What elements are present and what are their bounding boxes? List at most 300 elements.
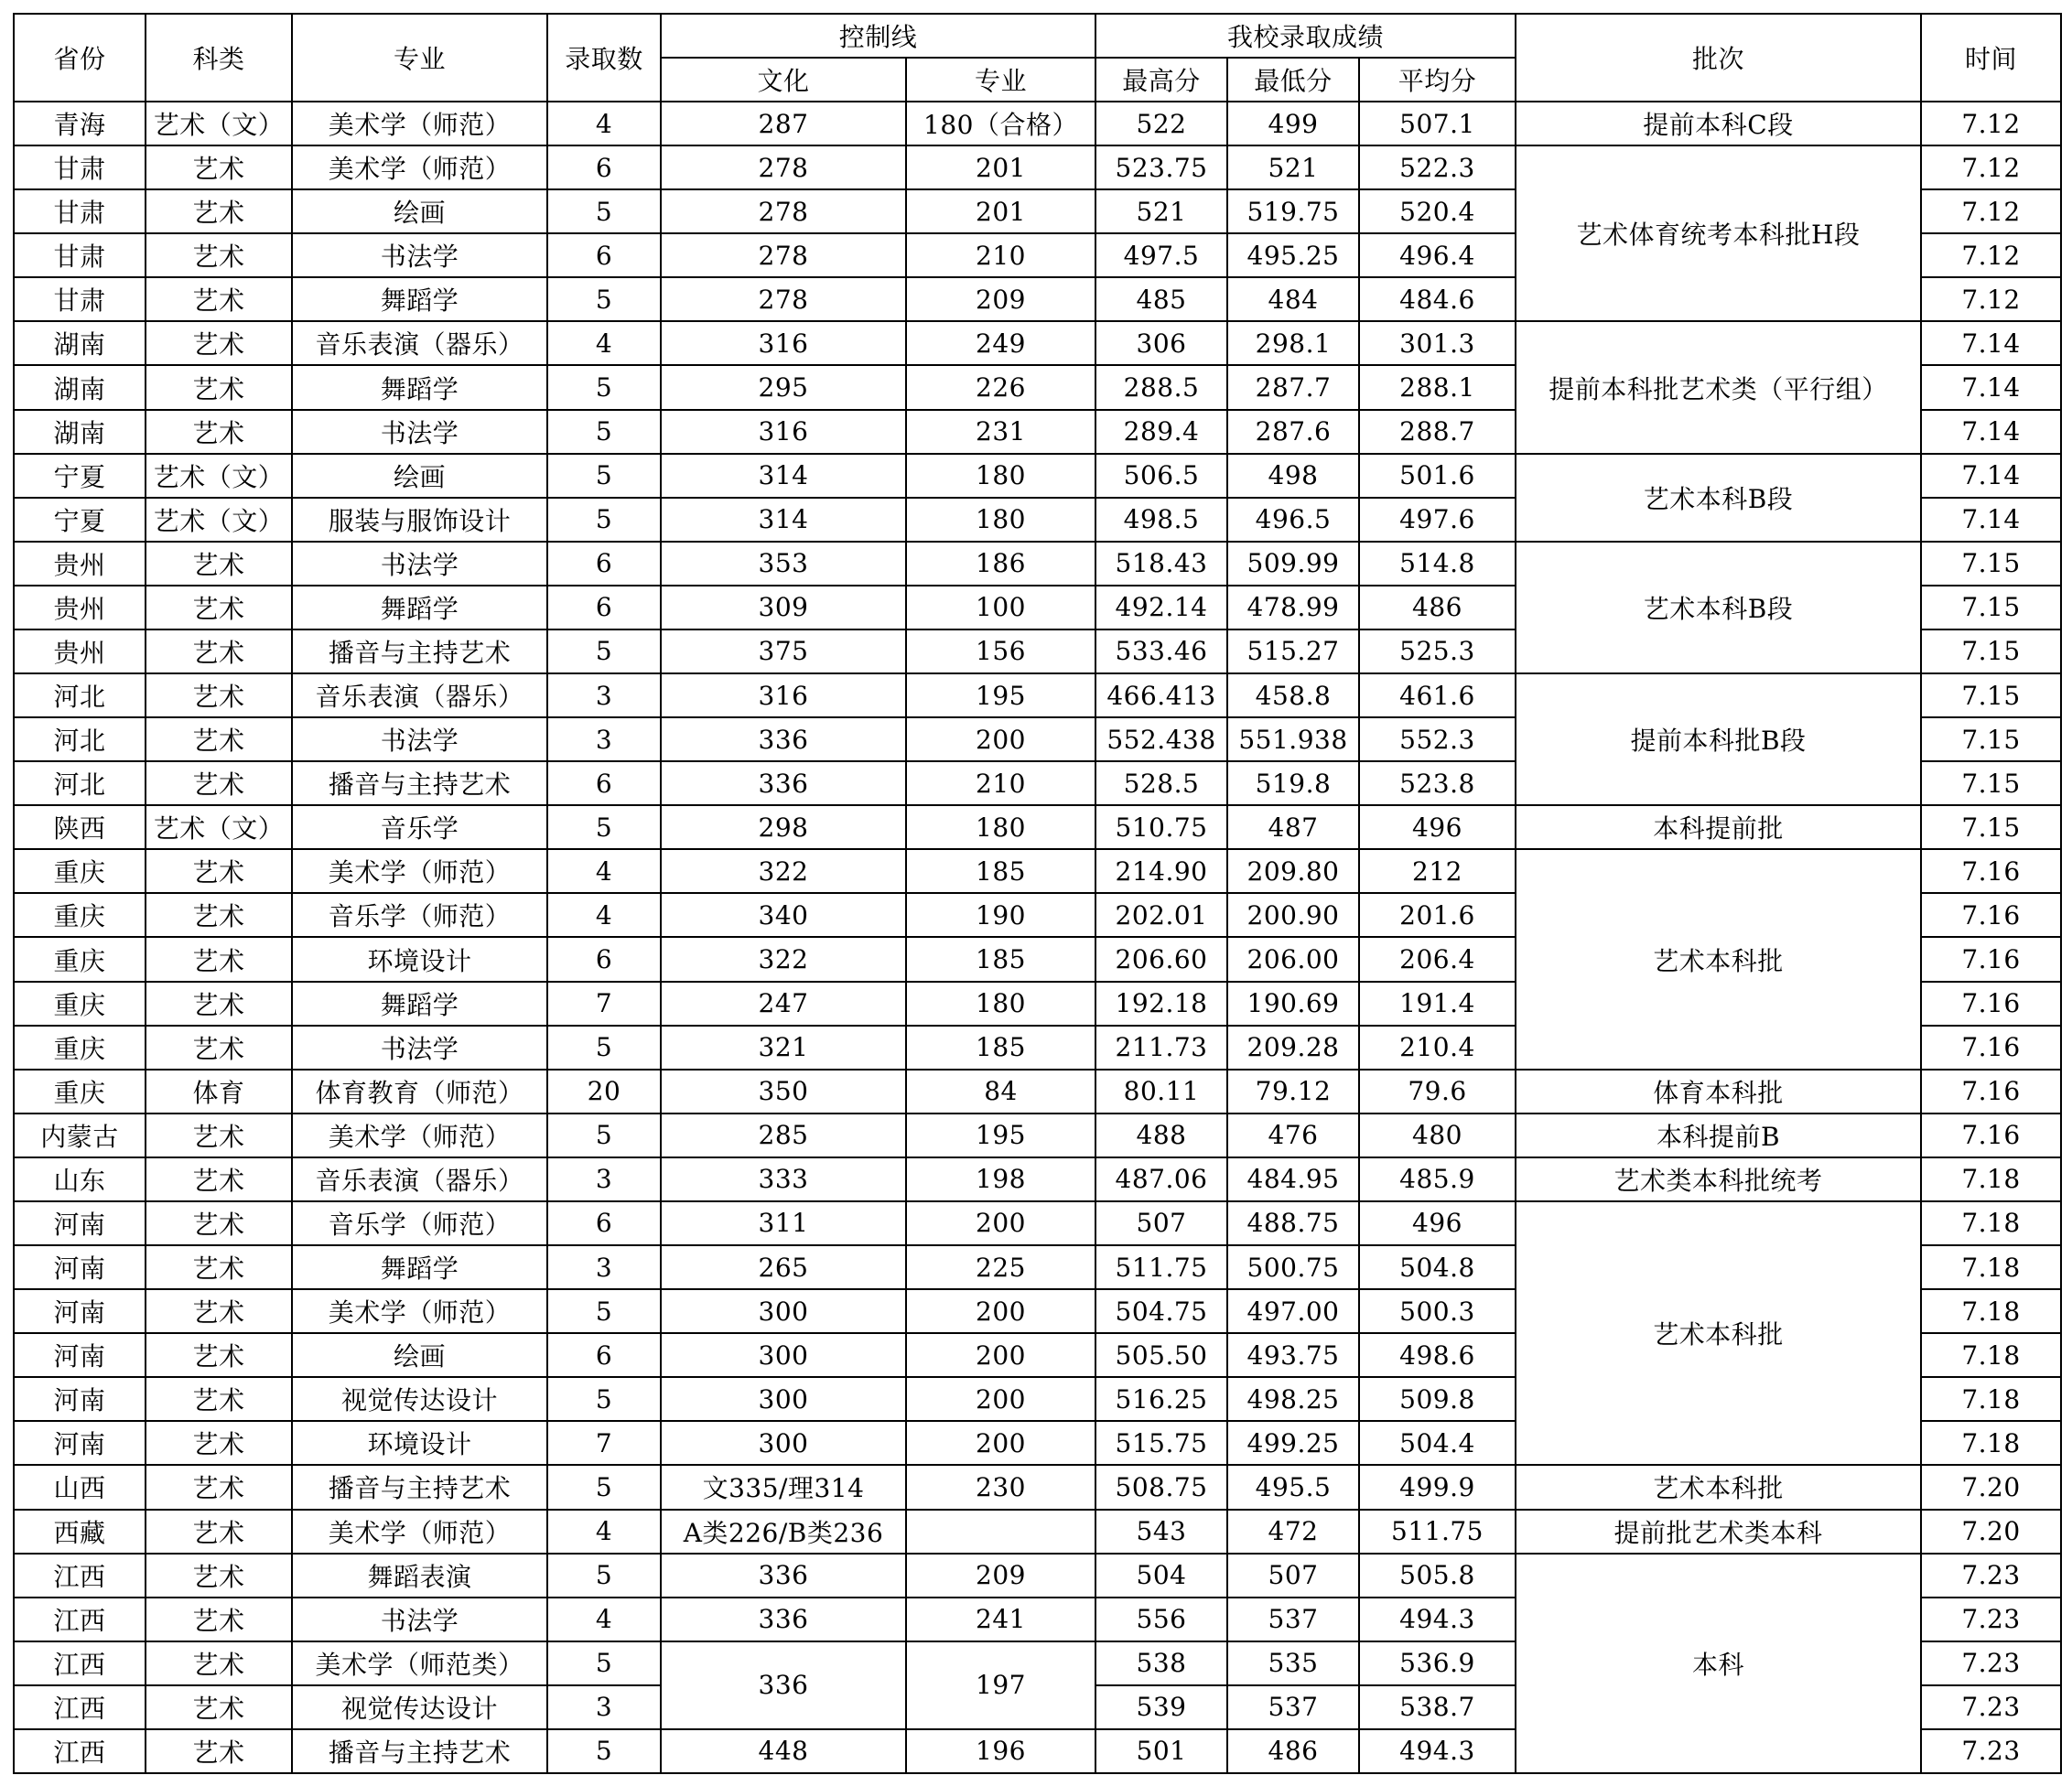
admitted-count-cell: 5 [547, 1377, 661, 1421]
max-score-cell: 539 [1095, 1685, 1227, 1729]
min-score-cell: 535 [1227, 1641, 1359, 1685]
province-cell: 河北 [14, 717, 146, 761]
control-specialty-cell: 200 [906, 1333, 1095, 1377]
min-score-cell: 478.99 [1227, 586, 1359, 629]
avg-score-cell: 210.4 [1359, 1026, 1516, 1070]
admitted-count-cell: 5 [547, 805, 661, 849]
control-specialty-cell: 196 [906, 1729, 1095, 1773]
avg-score-cell: 191.4 [1359, 982, 1516, 1026]
category-cell: 艺术 [146, 1421, 292, 1465]
control-culture-cell: 300 [661, 1289, 906, 1333]
province-cell: 贵州 [14, 542, 146, 586]
avg-score-cell: 504.8 [1359, 1245, 1516, 1289]
avg-score-cell: 552.3 [1359, 717, 1516, 761]
category-cell: 艺术 [146, 586, 292, 629]
province-cell: 山西 [14, 1465, 146, 1509]
table-row [14, 1201, 2061, 1245]
category-cell: 艺术（文） [146, 498, 292, 542]
max-score-cell: 288.5 [1095, 365, 1227, 409]
avg-score-cell: 496.4 [1359, 233, 1516, 277]
control-specialty-cell: 180（合格） [906, 102, 1095, 145]
control-culture-cell: 375 [661, 629, 906, 673]
control-specialty-cell [906, 1510, 1095, 1554]
control-specialty-cell: 200 [906, 1201, 1095, 1245]
control-culture-cell: 285 [661, 1114, 906, 1157]
admitted-count-cell: 7 [547, 1421, 661, 1465]
category-cell: 艺术 [146, 1510, 292, 1554]
max-score-cell: 211.73 [1095, 1026, 1227, 1070]
admitted-count-cell: 6 [547, 586, 661, 629]
time-cell: 7.20 [1921, 1465, 2061, 1509]
major-cell: 美术学（师范） [292, 145, 547, 189]
max-score-cell: 488 [1095, 1114, 1227, 1157]
admitted-count-cell: 3 [547, 1245, 661, 1289]
control-culture-cell: 336 [661, 1598, 906, 1641]
min-score-cell: 298.1 [1227, 321, 1359, 365]
max-score-cell: 510.75 [1095, 805, 1227, 849]
time-cell: 7.23 [1921, 1598, 2061, 1641]
min-score-cell: 472 [1227, 1510, 1359, 1554]
avg-score-cell: 525.3 [1359, 629, 1516, 673]
province-cell: 湖南 [14, 365, 146, 409]
header-admitted: 录取数 [547, 14, 661, 102]
major-cell: 美术学（师范类） [292, 1641, 547, 1685]
time-cell: 7.12 [1921, 102, 2061, 145]
control-specialty-cell: 180 [906, 805, 1095, 849]
province-cell: 河南 [14, 1421, 146, 1465]
avg-score-cell: 496 [1359, 805, 1516, 849]
major-cell: 书法学 [292, 233, 547, 277]
category-cell: 艺术 [146, 629, 292, 673]
min-score-cell: 551.938 [1227, 717, 1359, 761]
max-score-cell: 498.5 [1095, 498, 1227, 542]
province-cell: 河南 [14, 1333, 146, 1377]
control-specialty-cell: 200 [906, 1377, 1095, 1421]
avg-score-cell: 485.9 [1359, 1157, 1516, 1201]
avg-score-cell: 288.7 [1359, 410, 1516, 454]
avg-score-cell: 536.9 [1359, 1641, 1516, 1685]
category-cell: 艺术 [146, 1685, 292, 1729]
category-cell: 体育 [146, 1070, 292, 1114]
major-cell: 音乐表演（器乐） [292, 1157, 547, 1201]
control-culture-cell: 336 [661, 1641, 906, 1729]
avg-score-cell: 520.4 [1359, 189, 1516, 233]
batch-cell: 本科提前批 [1516, 805, 1921, 849]
admitted-count-cell: 3 [547, 1685, 661, 1729]
control-specialty-cell: 195 [906, 1114, 1095, 1157]
admitted-count-cell: 4 [547, 849, 661, 893]
avg-score-cell: 494.3 [1359, 1598, 1516, 1641]
table-row [14, 849, 2061, 893]
province-cell: 重庆 [14, 1070, 146, 1114]
batch-cell: 艺术本科批 [1516, 1465, 1921, 1509]
time-cell: 7.14 [1921, 365, 2061, 409]
admitted-count-cell: 5 [547, 454, 661, 498]
table-row [14, 542, 2061, 586]
province-cell: 重庆 [14, 893, 146, 937]
province-cell: 甘肃 [14, 233, 146, 277]
control-specialty-cell: 185 [906, 937, 1095, 981]
min-score-cell: 476 [1227, 1114, 1359, 1157]
control-specialty-cell: 231 [906, 410, 1095, 454]
batch-cell: 艺术本科B段 [1516, 542, 1921, 673]
province-cell: 河北 [14, 761, 146, 805]
max-score-cell: 518.43 [1095, 542, 1227, 586]
province-cell: 河南 [14, 1377, 146, 1421]
control-specialty-cell: 200 [906, 717, 1095, 761]
control-culture-cell: 278 [661, 277, 906, 321]
major-cell: 美术学（师范） [292, 1289, 547, 1333]
header-max: 最高分 [1095, 58, 1227, 102]
admitted-count-cell: 5 [547, 410, 661, 454]
category-cell: 艺术 [146, 761, 292, 805]
province-cell: 宁夏 [14, 454, 146, 498]
category-cell: 艺术 [146, 277, 292, 321]
avg-score-cell: 301.3 [1359, 321, 1516, 365]
province-cell: 江西 [14, 1729, 146, 1773]
control-culture-cell: 247 [661, 982, 906, 1026]
admitted-count-cell: 6 [547, 937, 661, 981]
avg-score-cell: 507.1 [1359, 102, 1516, 145]
category-cell: 艺术（文） [146, 454, 292, 498]
admitted-count-cell: 3 [547, 1157, 661, 1201]
table-row [14, 673, 2061, 717]
control-specialty-cell: 190 [906, 893, 1095, 937]
category-cell: 艺术 [146, 542, 292, 586]
time-cell: 7.18 [1921, 1157, 2061, 1201]
category-cell: 艺术 [146, 893, 292, 937]
control-specialty-cell: 198 [906, 1157, 1095, 1201]
control-specialty-cell: 230 [906, 1465, 1095, 1509]
province-cell: 河南 [14, 1245, 146, 1289]
control-specialty-cell: 180 [906, 454, 1095, 498]
min-score-cell: 495.25 [1227, 233, 1359, 277]
category-cell: 艺术（文） [146, 102, 292, 145]
avg-score-cell: 499.9 [1359, 1465, 1516, 1509]
batch-cell: 本科 [1516, 1554, 1921, 1773]
table-row [14, 805, 2061, 849]
max-score-cell: 507 [1095, 1201, 1227, 1245]
time-cell: 7.23 [1921, 1641, 2061, 1685]
min-score-cell: 537 [1227, 1685, 1359, 1729]
max-score-cell: 543 [1095, 1510, 1227, 1554]
major-cell: 舞蹈学 [292, 365, 547, 409]
category-cell: 艺术 [146, 849, 292, 893]
avg-score-cell: 288.1 [1359, 365, 1516, 409]
control-culture-cell: 298 [661, 805, 906, 849]
time-cell: 7.18 [1921, 1289, 2061, 1333]
avg-score-cell: 497.6 [1359, 498, 1516, 542]
category-cell: 艺术 [146, 1157, 292, 1201]
min-score-cell: 458.8 [1227, 673, 1359, 717]
max-score-cell: 487.06 [1095, 1157, 1227, 1201]
time-cell: 7.23 [1921, 1554, 2061, 1598]
batch-cell: 艺术本科B段 [1516, 454, 1921, 542]
province-cell: 湖南 [14, 410, 146, 454]
avg-score-cell: 514.8 [1359, 542, 1516, 586]
time-cell: 7.15 [1921, 542, 2061, 586]
admitted-count-cell: 5 [547, 1289, 661, 1333]
major-cell: 书法学 [292, 717, 547, 761]
control-specialty-cell: 200 [906, 1289, 1095, 1333]
time-cell: 7.16 [1921, 893, 2061, 937]
category-cell: 艺术 [146, 673, 292, 717]
time-cell: 7.20 [1921, 1510, 2061, 1554]
province-cell: 青海 [14, 102, 146, 145]
header-culture: 文化 [661, 58, 906, 102]
province-cell: 贵州 [14, 629, 146, 673]
control-culture-cell: 336 [661, 717, 906, 761]
batch-cell: 提前本科批艺术类（平行组） [1516, 321, 1921, 453]
category-cell: 艺术 [146, 1598, 292, 1641]
control-specialty-cell: 186 [906, 542, 1095, 586]
province-cell: 河北 [14, 673, 146, 717]
control-culture-cell: 300 [661, 1333, 906, 1377]
avg-score-cell: 494.3 [1359, 1729, 1516, 1773]
max-score-cell: 504 [1095, 1554, 1227, 1598]
avg-score-cell: 509.8 [1359, 1377, 1516, 1421]
avg-score-cell: 480 [1359, 1114, 1516, 1157]
max-score-cell: 516.25 [1095, 1377, 1227, 1421]
admitted-count-cell: 5 [547, 277, 661, 321]
min-score-cell: 496.5 [1227, 498, 1359, 542]
control-specialty-cell: 225 [906, 1245, 1095, 1289]
max-score-cell: 505.50 [1095, 1333, 1227, 1377]
table-row [14, 1554, 2061, 1598]
control-culture-cell: 314 [661, 454, 906, 498]
max-score-cell: 521 [1095, 189, 1227, 233]
province-cell: 重庆 [14, 937, 146, 981]
major-cell: 书法学 [292, 1598, 547, 1641]
control-specialty-cell: 210 [906, 233, 1095, 277]
province-cell: 甘肃 [14, 189, 146, 233]
admitted-count-cell: 5 [547, 1465, 661, 1509]
max-score-cell: 214.90 [1095, 849, 1227, 893]
admitted-count-cell: 6 [547, 233, 661, 277]
control-specialty-cell: 201 [906, 145, 1095, 189]
major-cell: 舞蹈学 [292, 1245, 547, 1289]
control-specialty-cell: 100 [906, 586, 1095, 629]
min-score-cell: 486 [1227, 1729, 1359, 1773]
control-culture-cell: 300 [661, 1421, 906, 1465]
major-cell: 音乐表演（器乐） [292, 321, 547, 365]
time-cell: 7.23 [1921, 1685, 2061, 1729]
major-cell: 环境设计 [292, 1421, 547, 1465]
header-major: 专业 [292, 14, 547, 102]
major-cell: 绘画 [292, 1333, 547, 1377]
time-cell: 7.14 [1921, 321, 2061, 365]
header-province: 省份 [14, 14, 146, 102]
min-score-cell: 500.75 [1227, 1245, 1359, 1289]
control-culture-cell: 309 [661, 586, 906, 629]
time-cell: 7.14 [1921, 454, 2061, 498]
control-culture-cell: 文335/理314 [661, 1465, 906, 1509]
admitted-count-cell: 5 [547, 189, 661, 233]
time-cell: 7.15 [1921, 629, 2061, 673]
admitted-count-cell: 6 [547, 1201, 661, 1245]
max-score-cell: 552.438 [1095, 717, 1227, 761]
avg-score-cell: 201.6 [1359, 893, 1516, 937]
admitted-count-cell: 5 [547, 1641, 661, 1685]
category-cell: 艺术 [146, 1114, 292, 1157]
min-score-cell: 499 [1227, 102, 1359, 145]
control-specialty-cell: 209 [906, 1554, 1095, 1598]
avg-score-cell: 504.4 [1359, 1421, 1516, 1465]
control-specialty-cell: 156 [906, 629, 1095, 673]
province-cell: 重庆 [14, 849, 146, 893]
major-cell: 音乐学 [292, 805, 547, 849]
control-specialty-cell: 185 [906, 1026, 1095, 1070]
min-score-cell: 493.75 [1227, 1333, 1359, 1377]
admitted-count-cell: 7 [547, 982, 661, 1026]
max-score-cell: 508.75 [1095, 1465, 1227, 1509]
header-control-line: 控制线 [661, 14, 1095, 58]
control-culture-cell: A类226/B类236 [661, 1510, 906, 1554]
min-score-cell: 206.00 [1227, 937, 1359, 981]
avg-score-cell: 505.8 [1359, 1554, 1516, 1598]
avg-score-cell: 501.6 [1359, 454, 1516, 498]
max-score-cell: 466.413 [1095, 673, 1227, 717]
max-score-cell: 206.60 [1095, 937, 1227, 981]
max-score-cell: 528.5 [1095, 761, 1227, 805]
category-cell: 艺术 [146, 1201, 292, 1245]
major-cell: 环境设计 [292, 937, 547, 981]
batch-cell: 艺术本科批 [1516, 849, 1921, 1069]
control-specialty-cell: 195 [906, 673, 1095, 717]
avg-score-cell: 484.6 [1359, 277, 1516, 321]
max-score-cell: 504.75 [1095, 1289, 1227, 1333]
province-cell: 江西 [14, 1554, 146, 1598]
control-culture-cell: 278 [661, 233, 906, 277]
time-cell: 7.18 [1921, 1421, 2061, 1465]
admitted-count-cell: 6 [547, 1333, 661, 1377]
time-cell: 7.16 [1921, 937, 2061, 981]
admitted-count-cell: 4 [547, 102, 661, 145]
time-cell: 7.16 [1921, 982, 2061, 1026]
max-score-cell: 192.18 [1095, 982, 1227, 1026]
table-row [14, 102, 2061, 145]
major-cell: 绘画 [292, 189, 547, 233]
category-cell: 艺术（文） [146, 805, 292, 849]
category-cell: 艺术 [146, 145, 292, 189]
batch-cell: 艺术类本科批统考 [1516, 1157, 1921, 1201]
admitted-count-cell: 5 [547, 629, 661, 673]
major-cell: 美术学（师范） [292, 1510, 547, 1554]
control-culture-cell: 278 [661, 145, 906, 189]
min-score-cell: 498 [1227, 454, 1359, 498]
header-category: 科类 [146, 14, 292, 102]
category-cell: 艺术 [146, 982, 292, 1026]
control-culture-cell: 295 [661, 365, 906, 409]
control-culture-cell: 300 [661, 1377, 906, 1421]
category-cell: 艺术 [146, 1333, 292, 1377]
time-cell: 7.14 [1921, 410, 2061, 454]
admitted-count-cell: 20 [547, 1070, 661, 1114]
control-culture-cell: 311 [661, 1201, 906, 1245]
category-cell: 艺术 [146, 321, 292, 365]
major-cell: 美术学（师范） [292, 849, 547, 893]
control-culture-cell: 314 [661, 498, 906, 542]
admitted-count-cell: 5 [547, 1729, 661, 1773]
province-cell: 西藏 [14, 1510, 146, 1554]
major-cell: 舞蹈学 [292, 277, 547, 321]
avg-score-cell: 496 [1359, 1201, 1516, 1245]
min-score-cell: 487 [1227, 805, 1359, 849]
batch-cell: 体育本科批 [1516, 1070, 1921, 1114]
header-avg: 平均分 [1359, 58, 1516, 102]
major-cell: 播音与主持艺术 [292, 629, 547, 673]
avg-score-cell: 511.75 [1359, 1510, 1516, 1554]
time-cell: 7.16 [1921, 1114, 2061, 1157]
control-specialty-cell: 200 [906, 1421, 1095, 1465]
min-score-cell: 509.99 [1227, 542, 1359, 586]
admitted-count-cell: 6 [547, 145, 661, 189]
admitted-count-cell: 4 [547, 1598, 661, 1641]
category-cell: 艺术 [146, 189, 292, 233]
max-score-cell: 501 [1095, 1729, 1227, 1773]
table-row [14, 1070, 2061, 1114]
admitted-count-cell: 4 [547, 1510, 661, 1554]
category-cell: 艺术 [146, 365, 292, 409]
control-culture-cell: 336 [661, 1554, 906, 1598]
major-cell: 服装与服饰设计 [292, 498, 547, 542]
table-row [14, 321, 2061, 365]
avg-score-cell: 500.3 [1359, 1289, 1516, 1333]
min-score-cell: 287.7 [1227, 365, 1359, 409]
min-score-cell: 484 [1227, 277, 1359, 321]
min-score-cell: 515.27 [1227, 629, 1359, 673]
province-cell: 贵州 [14, 586, 146, 629]
time-cell: 7.18 [1921, 1245, 2061, 1289]
max-score-cell: 511.75 [1095, 1245, 1227, 1289]
avg-score-cell: 498.6 [1359, 1333, 1516, 1377]
avg-score-cell: 486 [1359, 586, 1516, 629]
header-min: 最低分 [1227, 58, 1359, 102]
major-cell: 舞蹈学 [292, 982, 547, 1026]
province-cell: 内蒙古 [14, 1114, 146, 1157]
max-score-cell: 80.11 [1095, 1070, 1227, 1114]
major-cell: 舞蹈学 [292, 586, 547, 629]
avg-score-cell: 538.7 [1359, 1685, 1516, 1729]
min-score-cell: 190.69 [1227, 982, 1359, 1026]
control-culture-cell: 321 [661, 1026, 906, 1070]
province-cell: 湖南 [14, 321, 146, 365]
category-cell: 艺术 [146, 1729, 292, 1773]
control-culture-cell: 353 [661, 542, 906, 586]
max-score-cell: 506.5 [1095, 454, 1227, 498]
max-score-cell: 522 [1095, 102, 1227, 145]
time-cell: 7.15 [1921, 586, 2061, 629]
major-cell: 音乐学（师范） [292, 893, 547, 937]
batch-cell: 提前批艺术类本科 [1516, 1510, 1921, 1554]
min-score-cell: 200.90 [1227, 893, 1359, 937]
time-cell: 7.18 [1921, 1201, 2061, 1245]
avg-score-cell: 79.6 [1359, 1070, 1516, 1114]
avg-score-cell: 523.8 [1359, 761, 1516, 805]
time-cell: 7.16 [1921, 1070, 2061, 1114]
major-cell: 书法学 [292, 410, 547, 454]
table-row [14, 1510, 2061, 1554]
major-cell: 美术学（师范） [292, 1114, 547, 1157]
category-cell: 艺术 [146, 1377, 292, 1421]
admitted-count-cell: 3 [547, 673, 661, 717]
max-score-cell: 289.4 [1095, 410, 1227, 454]
table-row [14, 454, 2061, 498]
time-cell: 7.15 [1921, 761, 2061, 805]
control-specialty-cell: 249 [906, 321, 1095, 365]
time-cell: 7.12 [1921, 233, 2061, 277]
min-score-cell: 537 [1227, 1598, 1359, 1641]
